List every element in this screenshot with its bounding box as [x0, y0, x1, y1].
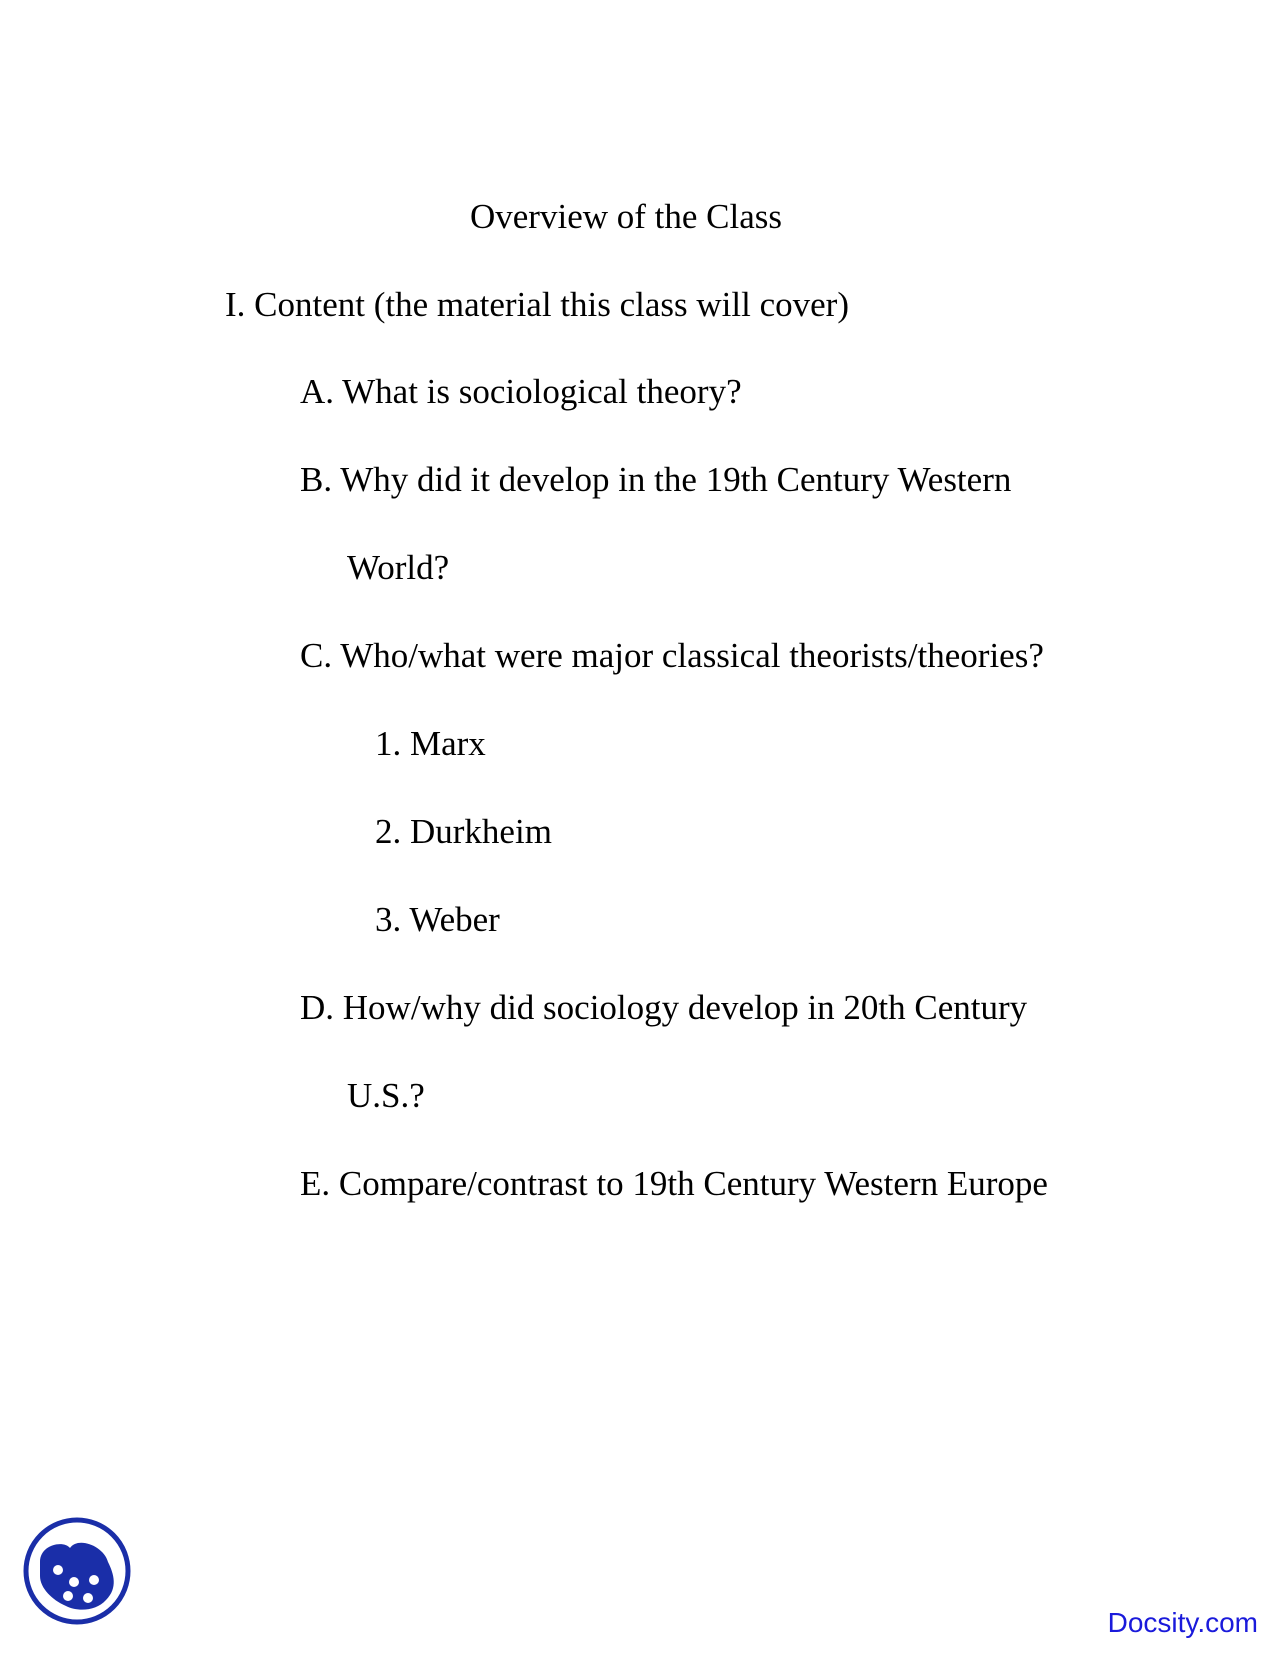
outline-subitem-weber: 3. Weber	[375, 900, 500, 939]
outline-subitem-marx: 1. Marx	[375, 724, 486, 763]
outline-item-d: D. How/why did sociology develop in 20th Century	[300, 988, 1028, 1027]
docsity-link[interactable]: Docsity.com	[1107, 1607, 1258, 1638]
outline-item-e: E. Compare/contrast to 19th Century Western Europe	[300, 1164, 1048, 1203]
outline-item-b-continuation: World?	[347, 548, 450, 587]
page-title: Overview of the Class	[470, 197, 783, 236]
outline-item-b: B. Why did it develop in the 19th Century Western	[300, 460, 1012, 499]
section-heading: I. Content (the material this class will cover)	[225, 285, 849, 324]
docsity-logo-icon[interactable]	[22, 1516, 132, 1626]
outline-item-a: A. What is sociological theory?	[300, 372, 742, 411]
outline-item-d-continuation: U.S.?	[347, 1076, 425, 1115]
outline-subitem-durkheim: 2. Durkheim	[375, 812, 552, 851]
outline-item-c: C. Who/what were major classical theorists/theories?	[300, 636, 1044, 675]
